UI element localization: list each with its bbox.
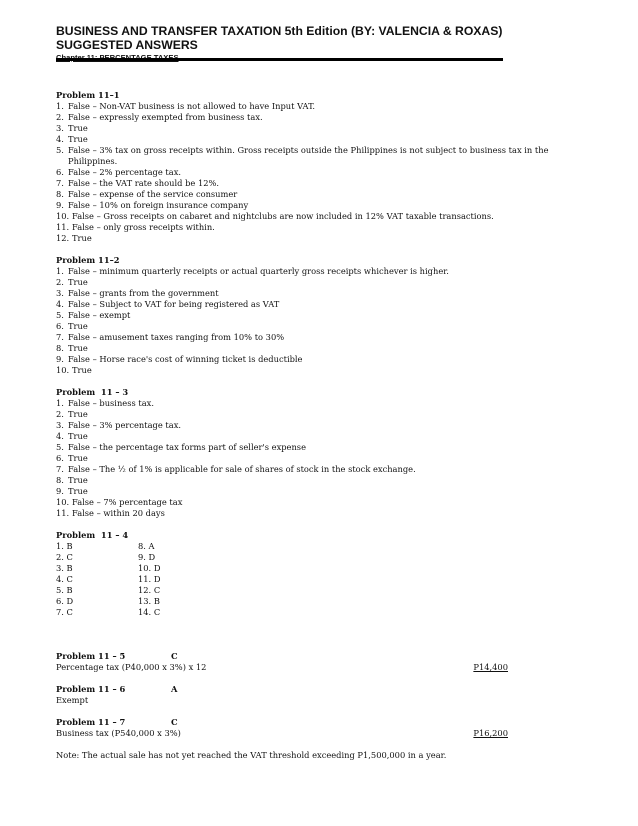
list-item: 11. False – within 20 days xyxy=(56,508,165,518)
list-item: 6. True xyxy=(56,453,88,463)
problem-11-5 xyxy=(56,651,586,673)
answer-row: 6. D 13. B xyxy=(56,596,160,606)
computation-line: Exempt xyxy=(56,695,89,705)
header-rule xyxy=(56,58,503,61)
problem-11-6 xyxy=(56,684,586,706)
list-item: 5. False – exempt xyxy=(56,310,131,320)
problem-title: Problem 11 – 6 xyxy=(56,684,126,694)
list-item: 3. False – 3% percentage tax. xyxy=(56,420,182,430)
problem-11-1 xyxy=(56,90,586,244)
answer-row: 7. C 14. C xyxy=(56,607,161,617)
list-item: 2. False – expressly exempted from business tax. xyxy=(56,112,263,122)
list-item: 7. False – the VAT rate should be 12%. xyxy=(56,178,220,188)
computation-line: Percentage tax (P40,000 x 3%) x 12 xyxy=(56,662,207,672)
list-item: 7. False – The ½ of 1% is applicable for sale of shares of stock in the stock exchange. xyxy=(56,464,416,474)
answer-letter: C xyxy=(171,717,178,727)
list-item: 1. False – business tax. xyxy=(56,398,154,408)
list-item: 11. False – only gross receipts within. xyxy=(56,222,215,232)
problem-11-7 xyxy=(56,717,586,739)
list-item: 5. False – 3% tax on gross receipts within. Gross receipts outside the Philippines is not subject to business tax in the Philippines. xyxy=(56,145,549,166)
computation-line: Business tax (P540,000 x 3%) xyxy=(56,728,181,738)
answer-row: 2. C 9. D xyxy=(56,552,156,562)
answer-row: 3. B 10. D xyxy=(56,563,161,573)
answer-row: 4. C 11. D xyxy=(56,574,161,584)
problem-title: Problem 11 – 5 xyxy=(56,651,126,661)
answer-row: 5. B 12. C xyxy=(56,585,161,595)
list-item: 9. False – 10% on foreign insurance company xyxy=(56,200,249,210)
list-item: 10. True xyxy=(56,365,92,375)
list-item: 1. False – Non-VAT business is not allowed to have Input VAT. xyxy=(56,101,316,111)
list-item: 2. True xyxy=(56,277,88,287)
document-body xyxy=(56,90,586,761)
list-item: 2. True xyxy=(56,409,88,419)
document-subtitle: SUGGESTED ANSWERS xyxy=(56,38,198,52)
list-item: 3. True xyxy=(56,123,88,133)
computed-amount: P16,200 xyxy=(473,728,508,738)
list-item: 9. False – Horse race's cost of winning ticket is deductible xyxy=(56,354,303,364)
list-item: 12. True xyxy=(56,233,92,243)
list-item: 5. False – the percentage tax forms part of seller's expense xyxy=(56,442,306,452)
book-title: BUSINESS AND TRANSFER TAXATION 5th Edition (BY: VALENCIA & ROXAS) xyxy=(56,24,503,38)
list-item: 6. False – 2% percentage tax. xyxy=(56,167,182,177)
list-item: 10. False – Gross receipts on cabaret and nightclubs are now included in 12% VAT taxable transactions. xyxy=(56,211,494,221)
list-item: 4. True xyxy=(56,134,88,144)
problem-title: Problem 11–1 xyxy=(56,90,120,100)
list-item: 8. True xyxy=(56,343,88,353)
problem-11-3 xyxy=(56,387,586,519)
list-item: 8. True xyxy=(56,475,88,485)
problem-title: Problem 11 – 7 xyxy=(56,717,126,727)
answer-letter: A xyxy=(171,684,178,694)
list-item: 6. True xyxy=(56,321,88,331)
list-item: 4. False – Subject to VAT for being registered as VAT xyxy=(56,299,280,309)
list-item: 4. True xyxy=(56,431,88,441)
problem-title: Problem 11–2 xyxy=(56,255,120,265)
list-item: 8. False – expense of the service consumer xyxy=(56,189,238,199)
list-item: 9. True xyxy=(56,486,88,496)
list-item: 3. False – grants from the government xyxy=(56,288,219,298)
answer-row: 1. B 8. A xyxy=(56,541,155,551)
list-item: 1. False – minimum quarterly receipts or actual quarterly gross receipts whichever is higher. xyxy=(56,266,449,276)
list-item: 7. False – amusement taxes ranging from 10% to 30% xyxy=(56,332,285,342)
answer-letter: C xyxy=(171,651,178,661)
list-item: 10. False – 7% percentage tax xyxy=(56,497,183,507)
problem-title: Problem 11 – 4 xyxy=(56,530,129,540)
document-header xyxy=(56,24,502,62)
problem-11-2 xyxy=(56,255,586,376)
problem-title: Problem 11 – 3 xyxy=(56,387,129,397)
note-text: Note: The actual sale has not yet reached the VAT threshold exceeding P1,500,000 in a year. xyxy=(56,750,447,760)
problem-11-4 xyxy=(56,530,586,618)
computed-amount: P14,400 xyxy=(473,662,508,672)
